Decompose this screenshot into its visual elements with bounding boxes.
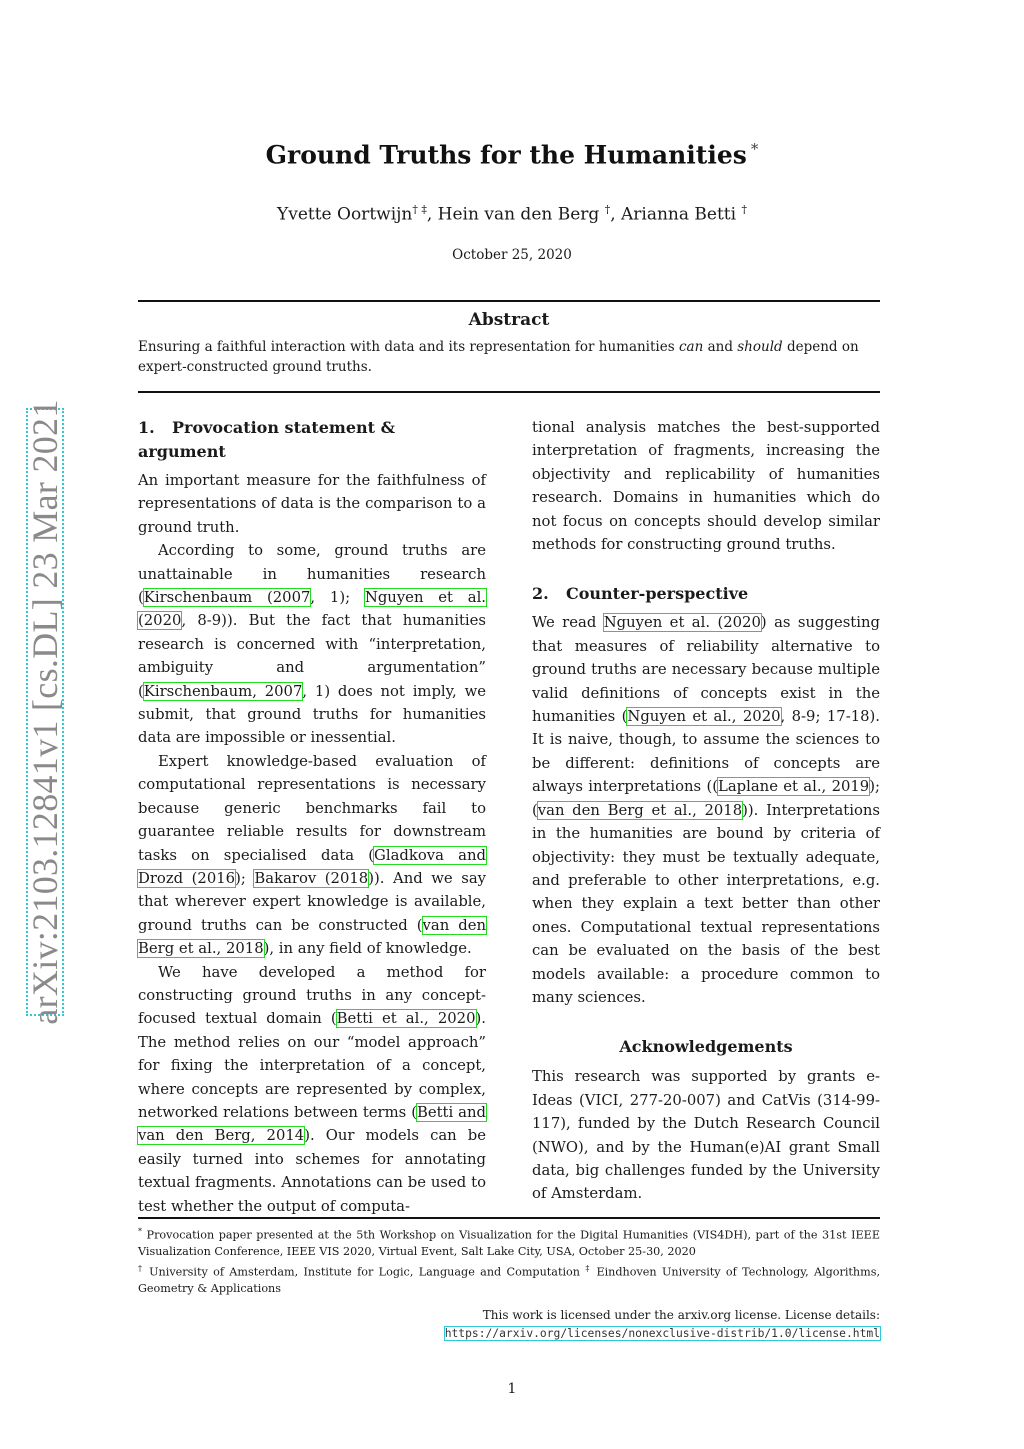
license-url-link[interactable]: https://arxiv.org/licenses/nonexclusive-distrib/1.0/license.html <box>444 1327 880 1340</box>
author-van-den-berg: , Hein van den Berg <box>426 204 605 225</box>
citation-link[interactable]: Kirschenbaum, 2007 <box>143 682 303 700</box>
footnote: * Provocation paper presented at the 5th Workshop on Visualization for the Digital Humanities (VIS4DH), part of the 31st IEEE Visualization Conference, IEEE VIS 2020, Virtual Event, Salt Lake City, USA, October 25-30, 2020 <box>138 1227 880 1259</box>
author-affiliation-marks[interactable]: † <box>741 203 747 216</box>
citation-link[interactable]: Bakarov (2018 <box>254 869 369 887</box>
paragraph: Expert knowledge-based evaluation of computational representations is necessary because generic benchmarks fail to guarantee reliable results for downstream tasks on specialised data (Gladkova and Drozd (2016); Bakarov (2018)). And we say that wherever expert knowledge is available, ground truths can be constructed (van den Berg et al., 2018), in any field of knowledge. <box>138 752 486 958</box>
arxiv-identifier-stamp[interactable] <box>25 399 65 1025</box>
acknowledgements-heading: Acknowledgements <box>619 1037 793 1057</box>
citation-link[interactable]: van den Berg et al., 2018 <box>537 801 743 819</box>
citation-link[interactable]: Betti et al., 2020 <box>336 1010 476 1028</box>
arxiv-identifier-text: arXiv:2103.12841v1 [cs.DL] 23 Mar 2021 <box>25 399 65 1025</box>
left-column <box>138 416 486 1218</box>
paragraph: According to some, ground truths are unattainable in humanities research (Kirschenbaum (2007, 1); Nguyen et al. (2020, 8-9)). But the fact that humanities research is concerned with “interpretation, ambiguity and argumentation” (Kirschenbaum, 2007, 1) does not imply, we submit, that ground truths for humanities data are impossible or inessential. <box>138 542 487 747</box>
citation-link[interactable]: Nguyen et al. (2020 <box>603 614 761 632</box>
citation-link[interactable]: Nguyen et al., 2020 <box>627 708 781 726</box>
author-list <box>0 203 1024 225</box>
spacer <box>532 556 880 582</box>
abstract-heading: Abstract <box>468 310 550 330</box>
abstract-bottom-rule <box>138 391 880 393</box>
abstract-text: Ensuring a faithful interaction with data and its representation for humanities can and should depend on expert-constructed ground truths. <box>138 339 859 375</box>
author-affiliation-marks[interactable]: † ‡ <box>412 203 427 216</box>
citation-link[interactable]: van den Berg et al., 2018 <box>138 916 486 958</box>
paragraph: We have developed a method for constructing ground truths in any concept-focused textual domain (Betti et al., 2020). The method relies on our “model approach” for fixing the interpretation of a concept, where concepts are represented by complex, networked relations between terms (Betti and van den Berg, 2014). Our models can be easily turned into schemes for annotating textual fragments. Annotations can be used to test whether the output of computa- <box>138 963 486 1215</box>
license-text: This work is licensed under the arxiv.org license. License details: <box>482 1308 880 1322</box>
citation-link[interactable]: Betti and van den Berg, 2014 <box>138 1103 486 1145</box>
author-oortwijn: Yvette Oortwijn <box>277 204 413 225</box>
section-2-heading: 2. Counter-perspective <box>532 584 749 604</box>
paragraph: An important measure for the faithfulness of representations of data is the comparison to a ground truth. <box>138 472 486 536</box>
acknowledgements-text: This research was supported by grants e-Ideas (VICI, 277-20-007) and CatVis (314-99-117), funded by the Dutch Research Council (NWO), and by the Human(e)AI grant Small data, big challenges funded by the University of Amsterdam. <box>532 1068 880 1203</box>
paper-title: Ground Truths for the Humanities * <box>265 140 759 170</box>
license-notice <box>300 1306 880 1343</box>
paragraph: We read Nguyen et al. (2020) as suggesting that measures of reliability alternative to ground truths are necessary because multiple valid definitions of concepts exist in the humanities (Nguyen et al., 2020, 8-9; 17-18). It is naive, though, to assume the sciences to be different: definitions of concepts are always interpretations ((Laplane et al., 2019); (van den Berg et al., 2018)). Interpretations in the humanities are bound by criteria of objectivity: they must be textually adequate, and preferable to other interpretations, e.g. when they explain a text better than other ones. Computational textual representations can be evaluated on the basis of the best models available: a procedure common to many sciences. <box>532 614 880 1006</box>
abstract-top-rule <box>138 300 880 302</box>
paper-date: October 25, 2020 <box>452 247 572 263</box>
right-column <box>532 416 880 1206</box>
author-affiliation-marks[interactable]: † <box>604 203 611 216</box>
author-betti: , Arianna Betti <box>610 204 742 225</box>
title-footnote-mark[interactable]: * <box>750 140 759 158</box>
footnote: † University of Amsterdam, Institute for Logic, Language and Computation ‡ Eindhoven University of Technology, Algorithms, Geometry & Applications <box>138 1263 881 1295</box>
citation-link[interactable]: Kirschenbaum (2007 <box>143 589 311 607</box>
spacer <box>532 1009 880 1035</box>
page-number: 1 <box>507 1381 517 1397</box>
citation-link[interactable]: Gladkova and Drozd (2016 <box>138 846 486 887</box>
footnotes <box>138 1224 880 1297</box>
citation-link[interactable]: Laplane et al., 2019 <box>718 778 870 796</box>
paragraph: tional analysis matches the best-supported interpretation of fragments, increasing the objectivity and replicability of humanities research. Domains in humanities which do not focus on concepts should develop similar methods for constructing ground truths. <box>532 419 880 554</box>
section-1-heading: 1. Provocation statement & argument <box>138 418 396 461</box>
citation-link[interactable]: Nguyen et al. (2020 <box>138 589 487 630</box>
footnote-rule <box>138 1217 880 1219</box>
